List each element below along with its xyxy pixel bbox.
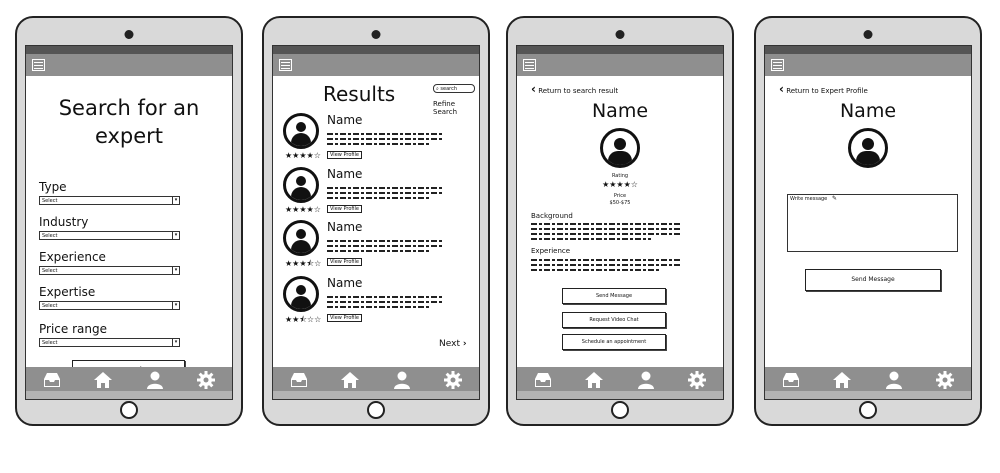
view-profile-button[interactable]: View Profile	[327, 314, 362, 322]
screen-results	[272, 45, 480, 400]
profile-content	[517, 76, 723, 367]
next-button[interactable]	[439, 339, 467, 349]
inbox-icon[interactable]	[289, 370, 309, 390]
price-range-label: Price range	[39, 322, 107, 336]
camera	[864, 30, 873, 39]
result-item	[283, 276, 473, 328]
search-input[interactable]	[433, 84, 475, 93]
avatar	[848, 128, 888, 168]
chevron-down-icon: ▾	[172, 197, 179, 204]
bottom-nav	[273, 367, 479, 393]
send-message-button[interactable]: Send Message	[562, 288, 666, 304]
chevron-down-icon: ▾	[172, 302, 179, 309]
user-icon[interactable]	[884, 370, 904, 390]
avatar	[283, 276, 319, 312]
avatar	[283, 113, 319, 149]
home-icon[interactable]	[584, 370, 604, 390]
result-name: Name	[327, 113, 363, 127]
type-select[interactable]	[39, 196, 180, 205]
hamburger-menu-icon[interactable]	[32, 59, 45, 71]
back-label: Return to search result	[538, 87, 619, 95]
gear-icon[interactable]	[687, 370, 707, 390]
rating-stars: ★★★⯪☆	[285, 259, 322, 268]
chevron-down-icon: ▾	[172, 339, 179, 346]
screen-message	[764, 45, 972, 400]
user-icon[interactable]	[636, 370, 656, 390]
screen-search	[25, 45, 233, 400]
view-profile-button[interactable]: View Profile	[327, 258, 362, 266]
message-textarea[interactable]	[787, 194, 958, 252]
back-link[interactable]	[531, 82, 618, 96]
bottom-nav	[765, 367, 971, 393]
result-name: Name	[327, 167, 363, 181]
gear-icon[interactable]	[935, 370, 955, 390]
search-form	[26, 94, 232, 385]
gear-icon[interactable]	[443, 370, 463, 390]
page-title: Search for an expert	[58, 96, 200, 148]
camera	[372, 30, 381, 39]
message-content	[765, 76, 971, 367]
refine-search-link[interactable]: Refine Search	[433, 100, 458, 116]
rating-stars: ★★★★☆	[285, 151, 321, 160]
next-label: Next	[439, 339, 460, 349]
price-value: $50-$75	[609, 200, 631, 206]
result-name: Name	[327, 276, 363, 290]
gear-icon[interactable]	[196, 370, 216, 390]
result-item	[283, 220, 473, 272]
expert-name: Name	[839, 100, 897, 122]
home-button[interactable]	[611, 401, 629, 419]
bottom-nav	[26, 367, 232, 393]
camera	[616, 30, 625, 39]
status-bar	[765, 46, 971, 54]
status-bar	[273, 46, 479, 54]
industry-label: Industry	[39, 215, 89, 229]
background-label: Background	[531, 212, 573, 220]
chevron-right-icon: ›	[462, 339, 467, 349]
type-label: Type	[39, 180, 67, 194]
top-bar	[273, 54, 479, 76]
top-bar	[517, 54, 723, 76]
price-range-select[interactable]	[39, 338, 180, 347]
bottom-nav	[517, 367, 723, 393]
avatar	[600, 128, 640, 168]
experience-text	[531, 256, 681, 274]
expertise-select-value: Select	[42, 303, 58, 309]
bottom-strip	[273, 391, 479, 399]
search-icon: ⌕	[436, 86, 439, 92]
view-profile-button[interactable]: View Profile	[327, 205, 362, 213]
experience-label: Experience	[39, 250, 106, 264]
status-bar	[517, 46, 723, 54]
expert-name: Name	[591, 100, 649, 122]
rating-stars: ★★★★☆	[602, 180, 638, 189]
form-fields	[39, 180, 180, 347]
tablet-1	[15, 16, 243, 426]
home-icon[interactable]	[340, 370, 360, 390]
home-button[interactable]	[859, 401, 877, 419]
expertise-label: Expertise	[39, 285, 96, 299]
search-placeholder: search	[440, 86, 458, 92]
background-text	[531, 220, 681, 243]
top-bar	[26, 54, 232, 76]
experience-select-value: Select	[42, 268, 58, 274]
inbox-icon[interactable]	[781, 370, 801, 390]
result-item	[283, 113, 473, 165]
experience-select[interactable]	[39, 266, 180, 275]
request-video-chat-button[interactable]: Request Video Chat	[562, 312, 666, 328]
price-range-select-value: Select	[42, 340, 58, 346]
back-label: Return to Expert Profile	[786, 87, 868, 95]
screen-profile	[516, 45, 724, 400]
view-profile-button[interactable]: View Profile	[327, 151, 362, 159]
pencil-icon: ✎	[832, 195, 838, 202]
avatar	[283, 220, 319, 256]
schedule-appointment-button[interactable]: Schedule an appointment	[562, 334, 666, 350]
hamburger-menu-icon[interactable]	[771, 59, 784, 71]
rating-stars: ★★★★☆	[285, 205, 321, 214]
chevron-down-icon: ▾	[172, 232, 179, 239]
status-bar	[26, 46, 232, 54]
result-name: Name	[327, 220, 363, 234]
result-description	[327, 130, 442, 148]
home-button[interactable]	[120, 401, 138, 419]
result-description	[327, 293, 442, 311]
bottom-strip	[765, 391, 971, 399]
home-button[interactable]	[367, 401, 385, 419]
price-label: Price	[613, 193, 627, 199]
result-description	[327, 237, 442, 255]
inbox-icon[interactable]	[533, 370, 553, 390]
top-bar	[765, 54, 971, 76]
inbox-icon[interactable]	[42, 370, 62, 390]
send-message-button[interactable]: Send Message	[805, 269, 941, 291]
chevron-left-icon: ‹	[531, 82, 536, 96]
chevron-left-icon: ‹	[779, 82, 784, 96]
tablet-3	[506, 16, 734, 426]
home-icon[interactable]	[93, 370, 113, 390]
hamburger-menu-icon[interactable]	[279, 59, 292, 71]
hamburger-menu-icon[interactable]	[523, 59, 536, 71]
message-placeholder: Write message	[790, 196, 828, 202]
chevron-down-icon: ▾	[172, 267, 179, 274]
industry-select[interactable]	[39, 231, 180, 240]
result-item	[283, 167, 473, 219]
industry-select-value: Select	[42, 233, 58, 239]
avatar	[283, 167, 319, 203]
home-icon[interactable]	[832, 370, 852, 390]
results-content	[273, 76, 479, 367]
rating-stars: ★★⯪☆☆	[285, 315, 322, 324]
user-icon[interactable]	[145, 370, 165, 390]
experience-label: Experience	[531, 247, 571, 255]
tablet-4	[754, 16, 982, 426]
page-title: Results	[323, 82, 396, 106]
bottom-strip	[26, 391, 232, 399]
rating-label: Rating	[611, 173, 629, 179]
user-icon[interactable]	[392, 370, 412, 390]
tablet-2	[262, 16, 490, 426]
type-select-value: Select	[42, 198, 58, 204]
back-link[interactable]	[779, 82, 868, 96]
expertise-select[interactable]	[39, 301, 180, 310]
result-description	[327, 184, 442, 202]
bottom-strip	[517, 391, 723, 399]
camera	[125, 30, 134, 39]
